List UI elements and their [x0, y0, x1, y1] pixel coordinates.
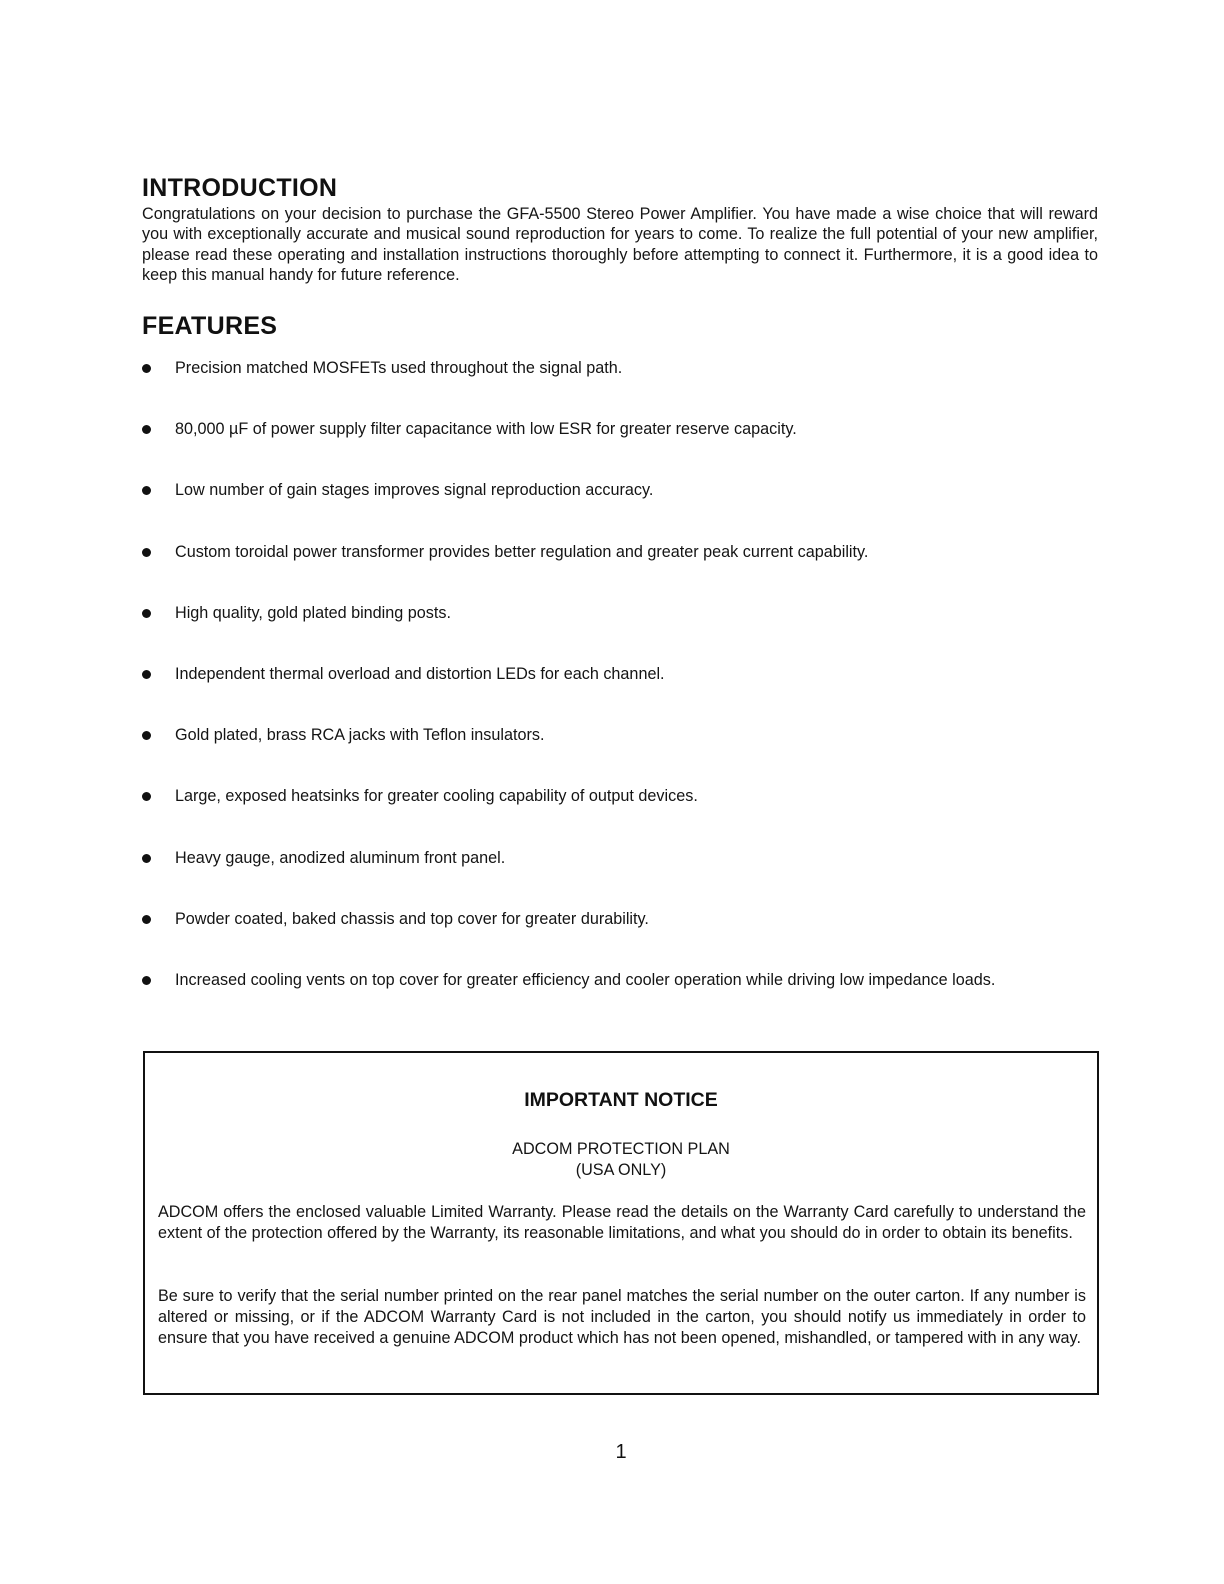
bullet-icon [142, 792, 151, 801]
feature-item [140, 784, 1100, 845]
feature-text: Increased cooling vents on top cover for greater efficiency and cooler operation while driving low impedance loads. [175, 970, 996, 989]
feature-item [140, 356, 1100, 417]
feature-text: Low number of gain stages improves signal reproduction accuracy. [175, 481, 654, 500]
feature-text: High quality, gold plated binding posts. [175, 603, 451, 622]
bullet-icon [142, 854, 151, 863]
feature-item [140, 478, 1100, 539]
notice-subtitle-line: ADCOM PROTECTION PLAN [512, 1140, 730, 1158]
feature-item [140, 723, 1100, 784]
features-heading: FEATURES [142, 312, 278, 340]
feature-item [140, 846, 1100, 907]
bullet-icon [142, 548, 151, 557]
introduction-body: Congratulations on your decision to purchase the GFA-5500 Stereo Power Amplifier. You have made a wise choice that will reward you with exceptionally accurate and musical sound reproduction for years to come. To realize the full potential of your new amplifier, please read these operating and installation instructions thoroughly before attempting to connect it. Furthermore, it is a good idea to keep this manual handy for future reference. [142, 205, 1098, 285]
feature-item [140, 907, 1100, 968]
feature-text: 80,000 µF of power supply filter capacitance with low ESR for greater reserve capacity. [175, 420, 797, 439]
feature-item [140, 601, 1100, 662]
feature-item [140, 417, 1100, 478]
notice-subtitle [145, 1139, 1097, 1181]
bullet-icon [142, 915, 151, 924]
page-number: 1 [615, 1441, 627, 1463]
notice-subtitle-line: (USA ONLY) [575, 1161, 667, 1179]
important-notice-box [143, 1051, 1099, 1395]
feature-item [140, 540, 1100, 601]
bullet-icon [142, 670, 151, 679]
feature-text: Custom toroidal power transformer provides better regulation and greater peak current capability. [175, 542, 869, 561]
bullet-icon [142, 486, 151, 495]
feature-text: Heavy gauge, anodized aluminum front panel. [175, 848, 506, 867]
feature-text: Powder coated, baked chassis and top cover for greater durability. [175, 909, 649, 928]
bullet-icon [142, 976, 151, 985]
notice-paragraph: ADCOM offers the enclosed valuable Limited Warranty. Please read the details on the Warranty Card carefully to understand the extent of the protection offered by the Warranty, its reasonable limitations, and what you should do in order to obtain its benefits. [158, 1203, 1086, 1242]
bullet-icon [142, 731, 151, 740]
notice-title: IMPORTANT NOTICE [524, 1089, 718, 1111]
feature-text: Large, exposed heatsinks for greater cooling capability of output devices. [175, 787, 698, 806]
feature-item [140, 662, 1100, 723]
notice-paragraph: Be sure to verify that the serial number printed on the rear panel matches the serial number on the outer carton. If any number is altered or missing, or if the ADCOM Warranty Card is not included in the carton, you should notify us immediately in order to ensure that you have received a genuine ADCOM product which has not been opened, mishandled, or tampered with in any way. [158, 1287, 1086, 1347]
bullet-icon [142, 609, 151, 618]
feature-item [140, 968, 1100, 1029]
bullet-icon [142, 364, 151, 373]
introduction-heading: INTRODUCTION [142, 174, 338, 202]
feature-text: Independent thermal overload and distortion LEDs for each channel. [175, 664, 665, 683]
bullet-icon [142, 425, 151, 434]
features-list [140, 356, 1100, 1029]
feature-text: Gold plated, brass RCA jacks with Teflon insulators. [175, 726, 545, 745]
feature-text: Precision matched MOSFETs used throughout the signal path. [175, 359, 623, 377]
